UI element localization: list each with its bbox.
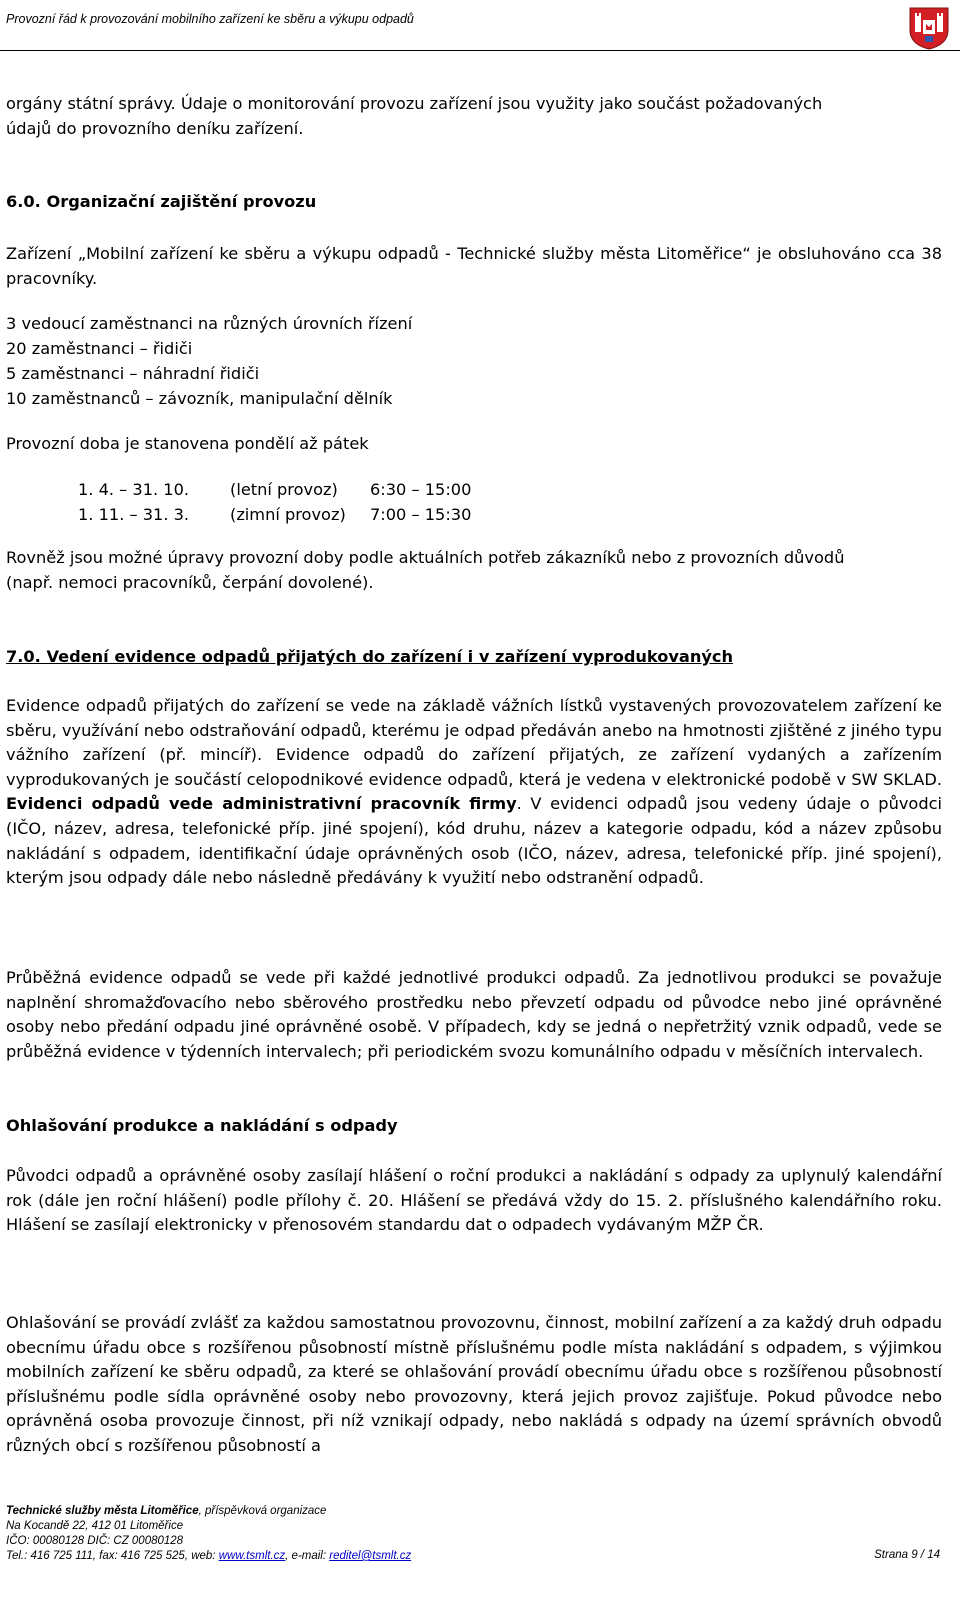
footer-org-name: Technické služby města Litoměřice bbox=[6, 1505, 199, 1517]
schedule-row bbox=[78, 478, 471, 503]
section-heading-6: 6.0. Organizační zajištění provozu bbox=[6, 192, 317, 211]
paragraph-continuous-evidence: Průběžná evidence odpadů se vede při každé jednotlivé produkci odpadů. Za jednotlivou produkci se považuje naplnění shromažďovacího nebo sběrového prostředku nebo převzetí odpadu od původce nebo jiné oprávněné osoby nebo předání odpadu jiné oprávněné osobě. V případech, kdy se jedná o nepřetržitý vznik odpadů, vede se průběžná evidence v týdenních intervalech; při periodickém svozu komunálního odpadu v měsíčních intervalech. bbox=[6, 968, 942, 1061]
schedule-time: 6:30 – 15:00 bbox=[370, 480, 472, 499]
header-rule bbox=[0, 50, 960, 51]
footer-org bbox=[6, 1504, 326, 1519]
paragraph-evidence bbox=[6, 694, 942, 891]
schedule-period: 1. 11. – 31. 3. bbox=[78, 504, 190, 524]
staff-item: 20 zaměstnanci – řidiči bbox=[6, 339, 193, 358]
schedule-period: 1. 4. – 31. 10. bbox=[78, 480, 190, 499]
schedule-time: 7:00 – 15:30 bbox=[370, 504, 472, 524]
staff-item: 3 vedoucí zaměstnanci na různých úrovních řízení bbox=[6, 314, 413, 333]
paragraph-operation: Zařízení „Mobilní zařízení ke sběru a výkupu odpadů - Technické služby města Litoměřice“ je obsluhováno cca 38 pracovníky. bbox=[6, 244, 942, 288]
paragraph-line: údajů do provozního deníku zařízení. bbox=[6, 119, 304, 138]
paragraph-text: Evidence odpadů přijatých do zařízení se vede na základě vážních lístků vystavených provozovatelem zařízení ke sběru, využívání nebo odstraňování odpadů, kterému je odpad předáván anebo na hmotnosti zjištěné z jiného typu vážního zařízení (př. mincíř). Evidence odpadů do zařízení přijatých, ze zařízení vydaných a zařízením vyprodukovaných je součástí celopodnikové evidence odpadů, která je vedena v elektronické podobě v SW SKLAD. bbox=[6, 696, 942, 789]
operating-schedule bbox=[78, 478, 471, 527]
paragraph-line: orgány státní správy. Údaje o monitorování provozu zařízení jsou využity jako součást požadovaných bbox=[6, 94, 823, 113]
paragraph-reporting: Původci odpadů a oprávněné osoby zasílají hlášení o roční produkci a nakládání s odpady za uplynulý kalendářní rok (dále jen roční hlášení) podle přílohy č. 20. Hlášení se předává vždy do 15. 2. příslušného kalendářního roku. Hlášení se zasílají elektronicky v přenosovém standardu dat o odpadech vydávaným MŽP ČR. bbox=[6, 1166, 942, 1235]
staff-item: 10 zaměstnanců – závozník, manipulační dělník bbox=[6, 389, 393, 408]
footer-contact bbox=[6, 1549, 411, 1564]
section-heading-7: 7.0. Vedení evidence odpadů přijatých do zařízení i v zařízení vyprodukovaných bbox=[6, 647, 734, 666]
paragraph-reporting-detail: Ohlašování se provádí zvlášť za každou samostatnou provozovnu, činnost, mobilní zařízení a za každý druh odpadu obecnímu úřadu obce s rozšířenou působností místně příslušnému podle místa nakládání s odpadem, s výjimkou mobilních zařízení ke sběru odpadů, za které se ohlašování provádí obecnímu úřadu obce s rozšířenou působností příslušnému podle sídla oprávněné osoby nebo provozovny, která jejich provoz zajišťuje. Pokud původce nebo oprávněná osoba provozuje činnost, při níž vznikají odpady, nebo nakládá s odpady na území správních obvodů různých obcí s rozšířenou působností a bbox=[6, 1313, 942, 1455]
footer-contact-prefix: Tel.: 416 725 111, fax: 416 725 525, web: bbox=[6, 1550, 219, 1562]
footer-org-type: , příspěvková organizace bbox=[198, 1505, 327, 1517]
city-crest-logo bbox=[906, 6, 952, 50]
subheading-reporting: Ohlašování produkce a nakládání s odpady bbox=[6, 1116, 398, 1135]
document-header-title: Provozní řád k provozování mobilního zařízení ke sběru a výkupu odpadů bbox=[6, 12, 414, 26]
schedule-season: (zimní provoz) bbox=[230, 504, 346, 524]
staff-item: 5 zaměstnanci – náhradní řidiči bbox=[6, 364, 260, 383]
footer-ids: IČO: 00080128 DIČ: CZ 00080128 bbox=[6, 1535, 184, 1547]
footer-email-prefix: , e-mail: bbox=[285, 1550, 330, 1562]
paragraph-text: . V evidenci odpadů jsou vedeny údaje o původci (IČO, název, adresa, telefonické příp. jiné spojení), kód druhu, název a kategorie odpadu, kód a název způsobu nakládání s odpadem, identifikační údaje oprávněných osob (IČO, název, adresa, telefonické příp. jiné spojení), kterým jsou odpady dále nebo následně předávány k využití nebo odstranění odpadů. bbox=[6, 794, 942, 888]
operating-hours-intro: Provozní doba je stanovena pondělí až pátek bbox=[6, 434, 369, 453]
footer-web-link[interactable]: www.tsmlt.cz bbox=[218, 1550, 286, 1562]
footer-address: Na Kocandě 22, 412 01 Litoměřice bbox=[6, 1520, 184, 1532]
schedule-season: (letní provoz) bbox=[230, 480, 338, 499]
paragraph-bold-text: Evidenci odpadů vede administrativní pracovník firmy bbox=[6, 794, 517, 814]
paragraph-line: (např. nemoci pracovníků, čerpání dovolené). bbox=[6, 573, 374, 592]
schedule-row bbox=[78, 503, 471, 528]
footer-email-link[interactable]: reditel@tsmlt.cz bbox=[329, 1550, 412, 1562]
paragraph-line: Rovněž jsou možné úpravy provozní doby podle aktuálních potřeb zákazníků nebo z provozních důvodů bbox=[6, 548, 845, 567]
footer-page-number: Strana 9 / 14 bbox=[874, 1549, 940, 1561]
